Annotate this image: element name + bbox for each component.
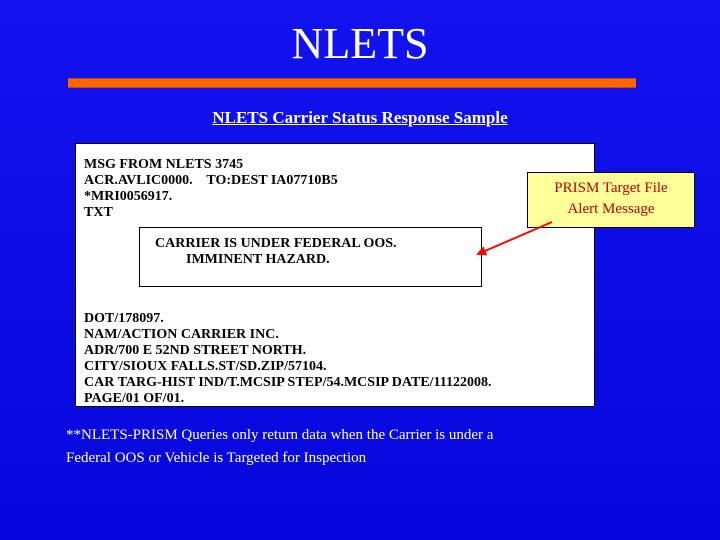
footnote: [66, 424, 666, 470]
slide-title: NLETS: [291, 19, 429, 68]
hazard-line: IMMINENT HAZARD.: [186, 252, 330, 267]
hazard-line: CARRIER IS UNDER FEDERAL OOS.: [155, 236, 397, 251]
message-detail-line: CAR TARG-HIST IND/T.MCSIP STEP/54.MCSIP DATE/11122008.: [84, 375, 492, 390]
footnote-line: Federal OOS or Vehicle is Targeted for Inspection: [66, 450, 367, 466]
message-header-line: *MRI0056917.: [84, 189, 173, 204]
message-detail-line: ADR/700 E 52ND STREET NORTH.: [84, 343, 307, 358]
message-detail-line: NAM/ACTION CARRIER INC.: [84, 327, 279, 342]
message-detail-line: DOT/178097.: [84, 311, 164, 326]
message-header-line: ACR.AVLIC0000. TO:DEST IA07710B5: [84, 173, 338, 188]
message-detail-line: PAGE/01 OF/01.: [84, 391, 185, 406]
message-header-line: MSG FROM NLETS 3745: [84, 157, 244, 172]
message-detail-line: CITY/SIOUX FALLS.ST/SD.ZIP/57104.: [84, 359, 327, 374]
callout-line: Alert Message: [567, 201, 655, 217]
message-header-line: TXT: [84, 205, 113, 220]
arrow-line: [478, 222, 552, 254]
footnote-line: **NLETS-PRISM Queries only return data when the Carrier is under a: [66, 427, 494, 443]
slide-subtitle: NLETS Carrier Status Response Sample: [212, 108, 508, 127]
callout-line: PRISM Target File: [554, 180, 668, 196]
